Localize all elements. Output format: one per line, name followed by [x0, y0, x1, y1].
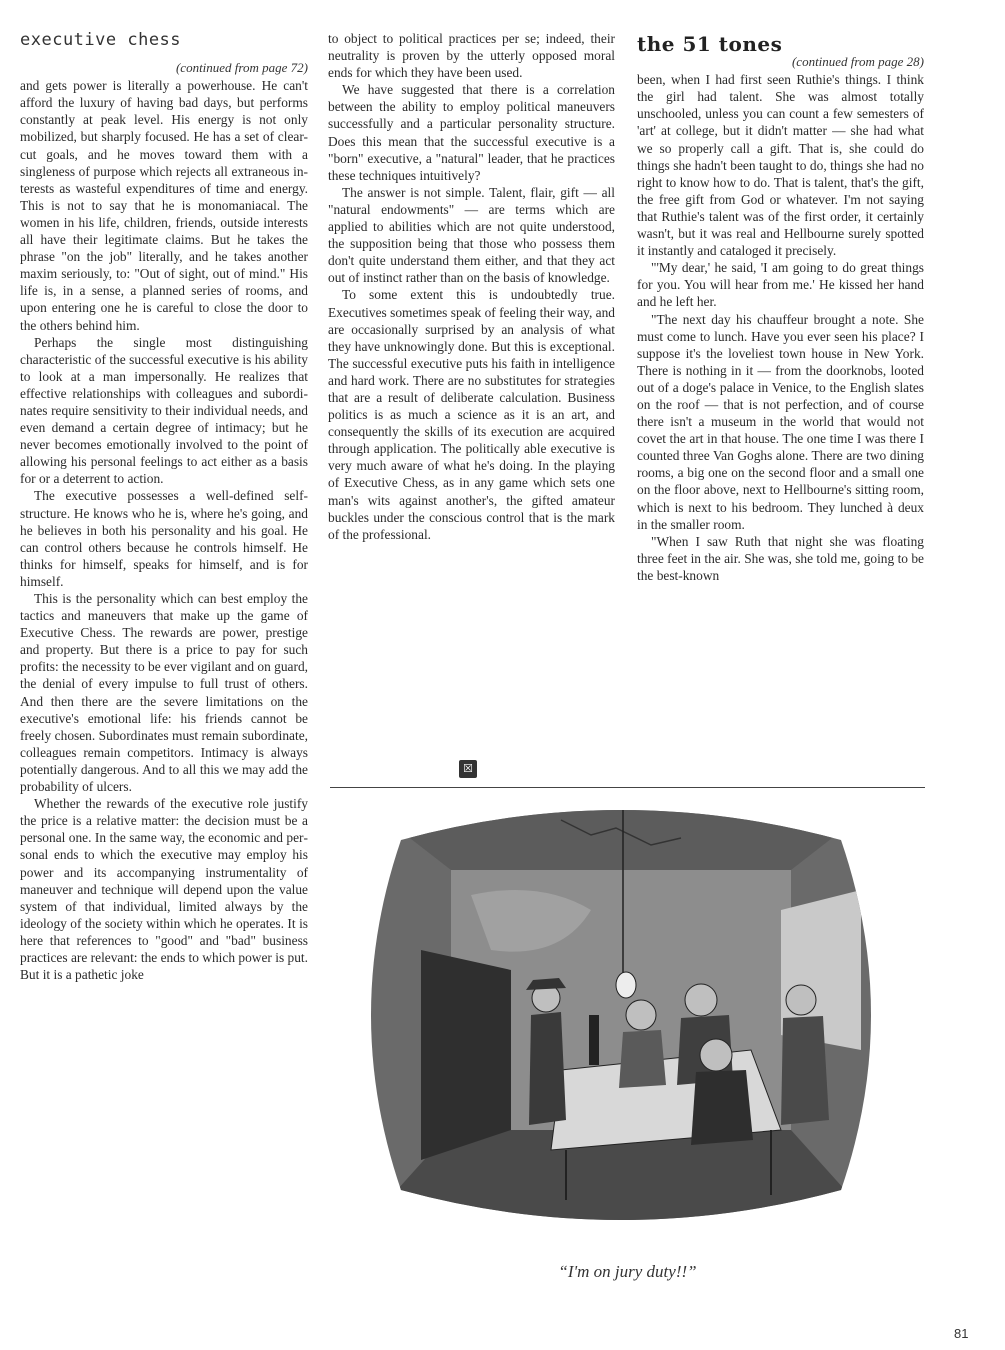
paragraph: to object to political practices per se; indeed, their neutrality is proven by the utterly opposed moral ends for which they have been used.	[328, 31, 615, 81]
continued-note: (continued from page 28)	[791, 54, 924, 70]
paragraph: "The next day his chauffeur brought a note. She must come to lunch. Have you ever seen his place? I suppose it's the loveliest town house in New York. There is nothing in it — from the doorknobs, looted out of a doge's palace in Venice, to the English slates on the roof — that is not perfection, and of course there isn't a museum in the world that would not covet the art in that house. The one time I was there I counted three Van Goghs alone. There are two dining rooms, a big one on the second floor and a small one on the floor above, next to Hellbourne's sitting room, which is next to his bedroom. They lunched à deux in the smaller room.	[637, 311, 924, 532]
cartoon-caption: “I'm on jury duty!!”	[558, 1262, 697, 1281]
paragraph: Perhaps the single most distinguishing characteristic of the successful executive is his ability to look at a man impersonally. He realizes that effective relationships with colleagues and subordinates require sensitivity to their individual needs, and even demand a certain degree of intimacy; but he never becomes emotionally involved to the point of allowing his personal feelings to act either as a basis for or a deterrent to action.	[20, 334, 308, 487]
end-mark-icon: ☒	[459, 760, 477, 778]
paragraph: We have suggested that there is a correlation between the ability to employ political maneuvers successfully and a particular personality structure. Does this mean that the successful executive is a "born" executive, a "natural" leader, that he practices these techniques intuitively?	[328, 82, 615, 183]
paragraph: To some extent this is undoubtedly true. Executives sometimes speak of feeling their way, and are occasionally surprised by an analysis of what they have unknowingly done. But this is exceptional. The successful executive puts his faith in intelligence and hard work. There are no substitutes for strategies that are a result of deliberate calculation. Business politics is as much a science as it is an art, and consequently the skills of its execution are acquired through application. The politically able executive is very much aware of what he's doing. In the playing of Executive Chess, as in any game which sets one man's wits against another's, the gifted amateur buckles under the conscious control that is the mark of the professional.	[328, 287, 615, 542]
paragraph: This is the personality which can best employ the tactics and maneuvers that make up the game of Executive Chess. The rewards are power, prestige and property. But there is a price to pay for such profits: the necessity to be ever vigilant and on guard, the denial of every impulse to full trust of others. And then there are the severe limitations on the executive's emotional life: his friends cannot be freely chosen. Subordinates must remain subordinate, colleagues remain competitors. Intimacy is always potentially dangerous. And to all this we may add the probability of ulcers.	[20, 591, 308, 795]
paragraph: and gets power is literally a powerhouse. He can't afford the luxury of having bad days, but performs constantly at peak level. His energy is not only mobilized, but sharply focused. He has a set of clear-cut goals, and he moves toward them with a singleness of purpose which rejects all extraneous interests as wasteful expenditures of time and energy. This is not to say that he is monomaniacal. The women in his life, children, friends, outside interests all have their legitimate claims. But he takes the phrase "on the job" literally, and he takes another maxim seriously, to: "Out of sight, out of mind." His life is, in a sense, a planned series of rooms, and upon entering one he is careful to close the door to the others behind him.	[20, 78, 308, 333]
paragraph: The executive possesses a well-defined self-structure. He knows who he is, where he's going, and he believes in both his personality and his goal. He can control others because he controls himself. He thinks for himself, speaks for himself, and is for himself.	[20, 488, 308, 589]
column-executive-chess-continued	[328, 30, 615, 543]
divider	[330, 787, 925, 788]
continued-note: (continued from page 72)	[175, 60, 308, 76]
article-title: executive chess	[20, 30, 182, 50]
paragraph: Whether the rewards of the executive role justify the price is a relative matter: the decision must be a personal one. In the same way, the economic and personal ends to which the executive may employ his power and its accompanying instrumentality of maneuver and technique will depend upon the value system of that individual, limited always by the ideology of the society within which he operates. It is here that references to "good" and "bad" business practices are relevant: the ends to which power is put. But it is a pathetic joke	[20, 796, 308, 983]
paragraph: "'My dear,' he said, 'I am going to do great things for you. You will hear from me.' He kissed her hand and he left her.	[637, 260, 924, 310]
story-title: the 51 tones	[637, 32, 783, 56]
column-51-tones	[637, 30, 924, 584]
cartoon-illustration	[361, 800, 881, 1230]
paragraph: been, when I had first seen Ruthie's things. I think the girl had talent. She was almost totally unschooled, unless you can count a few semesters of 'art' at college, but it didn't matter — she had what we so properly call a gift. That is, she could do things she hadn't been taught to do, things she had no right to know how to do. That is talent, that's the gift, the free gift from God or whatever. I'm not saying that Ruthie's talent was of the first order, it certainly wasn't, but it was real and Hellbourne surely spotted it instantly and cataloged it precisely.	[637, 72, 924, 259]
column-executive-chess	[20, 30, 308, 983]
paragraph: The answer is not simple. Talent, flair, gift — all "natural endowments" — are terms which are applied to abilities which are not quite understood, the supposition being that those who possess them don't quite understand them either, and that they act out of instinct rather than on the basis of knowledge.	[328, 184, 615, 286]
paragraph: "When I saw Ruth that night she was floating three feet in the air. She was, she told me, going to be the best-known	[637, 533, 924, 583]
page-number: 81	[954, 1326, 969, 1341]
